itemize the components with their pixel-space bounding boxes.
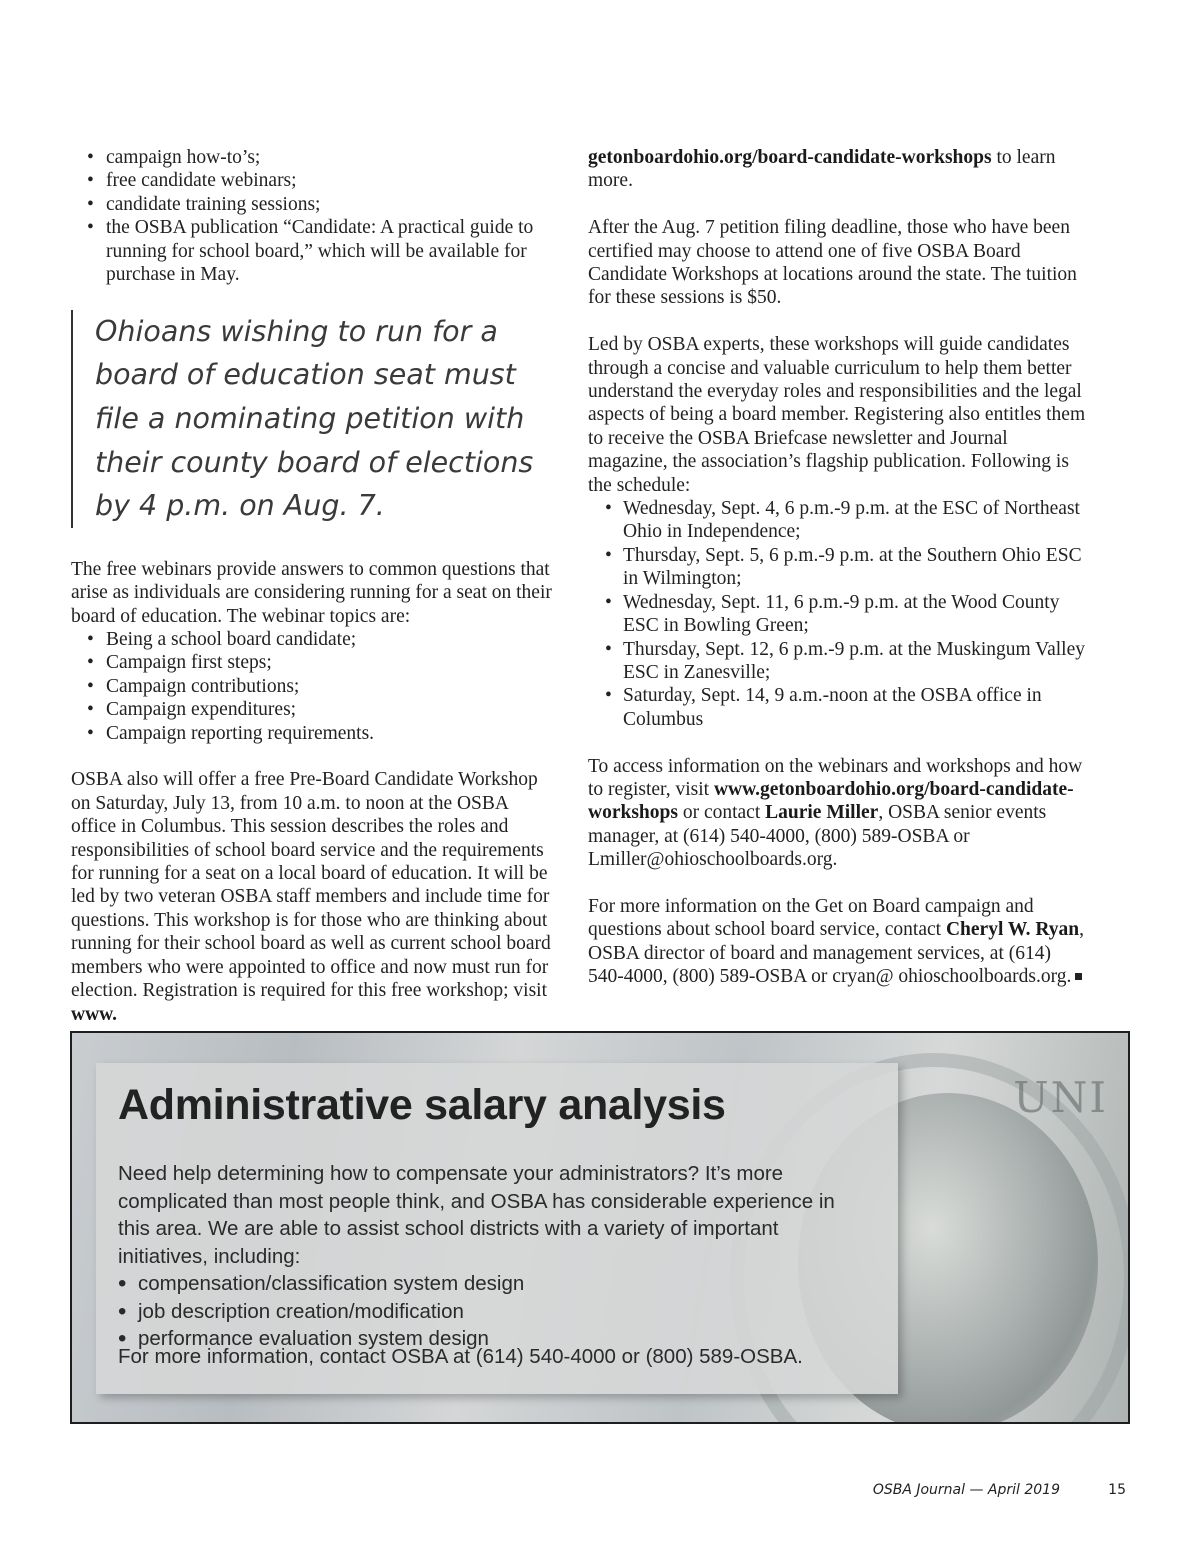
preboard-link[interactable]: www. — [71, 1003, 118, 1025]
more-text: , OSBA director of board and management services, at (614) 540-4000, (800) 589-OSBA or cryan@ ohioschoolboards.org. — [588, 919, 1084, 988]
left-column — [71, 146, 557, 1049]
continued-paragraph — [588, 146, 1088, 193]
list-item: • Wednesday, Sept. 4, 6 p.m.-9 p.m. at the ESC of Northeast Ohio in Independence; — [588, 497, 1088, 544]
preboard-paragraph — [71, 768, 557, 1025]
list-item: • performance evaluation system design — [118, 1325, 858, 1353]
list-item: • Wednesday, Sept. 11, 6 p.m.-9 p.m. at the Wood County ESC in Bowling Green; — [588, 591, 1088, 638]
page-number: 15 — [1108, 1482, 1126, 1498]
webinar-topic-list — [71, 628, 557, 745]
top-bullet-list — [71, 146, 557, 286]
bill-lettering: UNI — [1013, 1073, 1108, 1122]
more-info-paragraph — [588, 895, 1088, 989]
ad-title: Administrative salary analysis — [118, 1081, 726, 1129]
more-text: For more information on the Get on Board campaign and questions about school board service, contact — [588, 895, 1034, 941]
salary-analysis-ad — [70, 1031, 1130, 1424]
ad-body — [118, 1160, 858, 1353]
schedule-list — [588, 497, 1088, 731]
end-mark-icon — [1075, 973, 1082, 980]
contact-name: Laurie Miller — [765, 802, 879, 824]
webinars-intro: The free webinars provide answers to common questions that arise as individuals are considering running for a seat on their board of education. The webinar topics are: — [71, 558, 552, 627]
list-item: • free candidate webinars; — [71, 169, 557, 192]
ad-bullet-list — [118, 1270, 858, 1353]
list-item: • Campaign reporting requirements. — [71, 722, 557, 745]
access-text: or contact — [677, 802, 766, 824]
ad-contact: For more information, contact OSBA at (614) 540-4000 or (800) 589-OSBA. — [118, 1345, 803, 1368]
led-by-paragraph: Led by OSBA experts, these workshops will guide candidates through a concise and valuable curriculum to help them better understand the everyday roles and responsibilities and the legal aspects of being a board member. Registering also entitles them to receive the OSBA Briefcase newsletter and Journal magazine, the association’s flagship publication. Following is the schedule: — [588, 334, 1086, 496]
pull-quote: Ohioans wishing to run for a board of education seat must file a nominating petition with their county board of elections by 4 p.m. on Aug. 7. — [71, 310, 557, 528]
access-text: , OSBA senior events manager, at (614) 540-4000, (800) 589-OSBA or Lmiller@ohioschoolboards.org. — [588, 802, 1047, 871]
access-text: To access information on the webinars and workshops and how to register, visit — [588, 755, 1083, 800]
list-item: • Saturday, Sept. 14, 9 a.m.-noon at the OSBA office in Columbus — [588, 684, 1088, 731]
ad-body-text: Need help determining how to compensate your administrators? It’s more complicated than most people think, and OSBA has considerable experience in this area. We are able to assist school districts with a variety of important initiatives, including: — [118, 1162, 835, 1268]
access-paragraph — [588, 755, 1088, 872]
list-item: • Thursday, Sept. 12, 6 p.m.-9 p.m. at the Muskingum Valley ESC in Zanesville; — [588, 638, 1088, 685]
workshops-link[interactable]: getonboardohio.org/board-candidate-workshops — [588, 147, 992, 168]
contact-name: Cheryl W. Ryan — [945, 919, 1080, 941]
list-item: • job description creation/modification — [118, 1298, 858, 1326]
preboard-text: OSBA also will offer a free Pre-Board Candidate Workshop on Saturday, July 13, from 10 a.m. to noon at the OSBA office in Columbus. This session describes the roles and responsibilities of school board service and the requirements for running for a seat on a local board of education. It will be led by two veteran OSBA staff members and include time for questions. This workshop is for those who are thinking about running for their school board as well as current school board members who were appointed to office and now must run for election. Registration is required for this free workshop; visit — [71, 769, 551, 1002]
right-column — [588, 146, 1088, 1012]
list-item: • candidate training sessions; — [71, 193, 557, 216]
list-item: • Campaign expenditures; — [71, 698, 557, 721]
list-item: • the OSBA publication “Candidate: A practical guide to running for school board,” which will be available for purchase in May. — [71, 216, 557, 286]
list-item: • Thursday, Sept. 5, 6 p.m.-9 p.m. at the Southern Ohio ESC in Wilmington; — [588, 544, 1088, 591]
access-link[interactable]: www.getonboardohio.org/board-candidate-workshops — [588, 778, 1074, 824]
continued-text: to learn more. — [588, 147, 1056, 192]
list-item: • campaign how-to’s; — [71, 146, 557, 169]
list-item: • compensation/classification system design — [118, 1270, 858, 1298]
list-item: • Campaign first steps; — [71, 651, 557, 674]
list-item: • Being a school board candidate; — [71, 628, 557, 651]
list-item: • Campaign contributions; — [71, 675, 557, 698]
journal-footer: OSBA Journal — April 2019 — [872, 1482, 1060, 1498]
deadline-paragraph: After the Aug. 7 petition filing deadline, those who have been certified may choose to attend one of five OSBA Board Candidate Workshops at locations around the state. The tuition for these sessions is $50. — [588, 217, 1077, 309]
